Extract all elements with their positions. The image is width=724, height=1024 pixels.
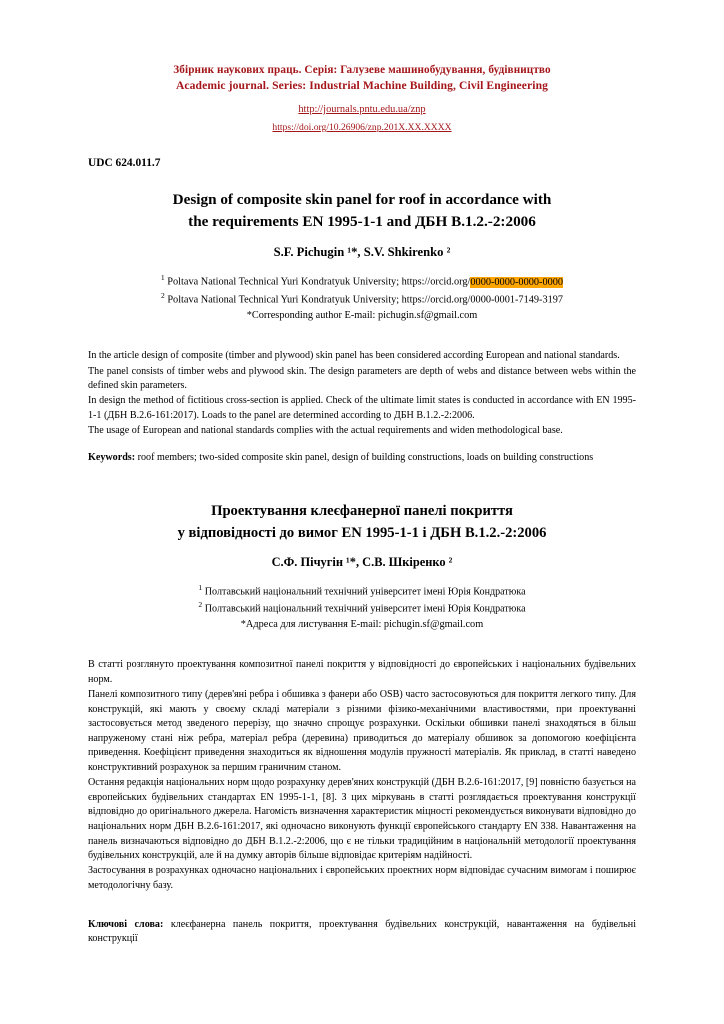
keywords-en [88,451,636,465]
keywords-en-label: Keywords: [88,452,136,464]
title-ua-line2: у відповідності до вимог EN 1995-1-1 і ДБН В.1.2.-2:2006 [177,524,547,541]
corresponding-author-ua: *Адреса для листування E-mail: pichugin.sf@gmail.com [240,618,484,630]
page-title-ua [88,501,636,543]
authors-en: S.F. Pichugin ¹*, S.V. Shkirenko ² [273,245,451,260]
journal-title-uk: Збірник наукових праць. Серія: Галузеве машинобудування, будівництво [173,64,551,76]
corresponding-author-en: *Corresponding author E-mail: pichugin.sf@gmail.com [246,309,478,321]
abstract-en [88,349,636,438]
title-en-line2: the requirements EN 1995-1-1 and ДБН В.1.2.-2:2006 [188,212,536,230]
keywords-ua-label: Ключові слова: [88,918,164,930]
abstract-ua [88,658,636,894]
page-title-en [88,189,636,232]
affiliations-ua [88,582,636,632]
abstract-en-p3: In design the method of fictitious cross-section is applied. Check of the ultimate limit states is conducted in accordance with EN 1995-1-1 (ДБН В.2.6-161:2017). Loads to the panel are determined according to ДБН В.1.2.-2:2006. [88,395,636,421]
journal-title-en: Academic journal. Series: Industrial Machine Building, Civil Engineering [175,79,549,93]
journal-doi-link[interactable]: https://doi.org/10.26906/znp.201X.XX.XXXX [272,122,452,134]
keywords-ua-text: клеєфанерна панель покриття, проектування будівельних конструкцій, навантаження на будівельні конструкції [88,918,636,945]
title-en-line1: Design of composite skin panel for roof in accordance with [172,191,552,209]
affiliation-en-2: $^2$ Poltava National Technical Yuri Kondratyuk University; https://orcid.org/0000-0001-7149-3197 [160,291,564,306]
abstract-ua-p4: Застосування в розрахунках одночасно національних і європейських проектних норм відповідає сучасним вимогам і поширює методологічну базу. [88,865,636,892]
abstract-en-p2: The panel consists of timber webs and plywood skin. The design parameters are depth of webs and distance between webs within the defined skin parameters. [88,365,636,391]
journal-header [88,62,636,135]
keywords-en-text: roof members; two-sided composite skin panel, design of building constructions, loads on building constructions [135,452,594,464]
affiliation-ua-2-text: Полтавський національний технічний університет імені Юрія Кондратюка [204,603,526,615]
affiliation-en-1-text: Poltava National Technical Yuri Kondratyuk University; https://orcid.org/ [167,276,471,288]
title-ua-line1: Проектування клеєфанерної панелі покриття [211,503,513,520]
keywords-ua [88,918,636,947]
affiliations-en [88,272,636,323]
udc-code: UDC 624.011.7 [88,157,161,170]
affiliation-en-1: $^1$ Poltava National Technical Yuri Kondratyuk University; https://orcid.org/0000-0000-0000-0000 [160,273,564,288]
affiliation-ua-1: $^1$ Полтавський національний технічний університет імені Юрія Кондратюка [198,582,526,598]
affiliation-en-2-text: Poltava National Technical Yuri Kondratyuk University; https://orcid.org/0000-0001-7149-3197 [167,294,564,306]
abstract-en-p4: The usage of European and national standards complies with the actual requirements and widen methodological base. [88,424,563,436]
orcid-highlight: 0000-0000-0000-0000 [470,276,564,288]
affiliation-ua-2: $^2$ Полтавський національний технічний університет імені Юрія Кондратюка [198,600,526,615]
abstract-ua-p3: Остання редакція національних норм щодо розрахунку дерев'яних конструкцій (ДБН В.2.6-161:2017, [9] повністю базується на європейських будівельних стандартах EN 1995-1-1, [8]. З цих міркувань в статті розглядається проектування конструкції відповідно до оригінального джерела. Нагомість визначення характеристик міцності рекомендується виконувати відповідно до національних норм ДБН В.2.6-161:2017, які одночасно виконують функції європейського стандарту EN 338. Навантаження на панель визначаються відповідно до ДБН В.1.2.-2:2006, що є не тільки традиційним в національній методології проектування будівельних конструкцій, але й на думку авторів більше відповідає критеріям надійності. [88,777,636,862]
abstract-ua-p2: Панелі композитного типу (дерев'яні ребра і обшивка з фанери або OSB) часто застосовуються для покриття легкого типу. Для конструкцій, які мають у своєму складі матеріали з різними фізико-механічними властивостями, при проектуванні застосовується метод зведеного перерізу, що значно спрощує розрахунки. Оскільки обшивки панелі знаходяться в більш напруженому стані ніж ребра, матеріал ребра (деревина) приводиться до матеріалу обшивок за допомогою коефіцієнта приведення. Коефіцієнт приведення знаходиться як відношення модулів пружності матеріалів. Як приклад, в статті наведено конструктивний розрахунок за першим граничним станом. [88,688,636,774]
authors-ua: С.Ф. Пічугін ¹*, С.В. Шкіренко ² [271,554,453,569]
abstract-en-p1: In the article design of composite (timber and plywood) skin panel has been considered according European and national standards. [88,350,620,362]
abstract-ua-p1: В статті розглянуто проектування композитної панелі покриття у відповідності до європейських і національних будівельних норм. [88,659,636,685]
journal-url-link[interactable]: http://journals.pntu.edu.ua/znp [298,104,426,116]
affiliation-ua-1-text: Полтавський національний технічний університет імені Юрія Кондратюка [204,586,526,598]
